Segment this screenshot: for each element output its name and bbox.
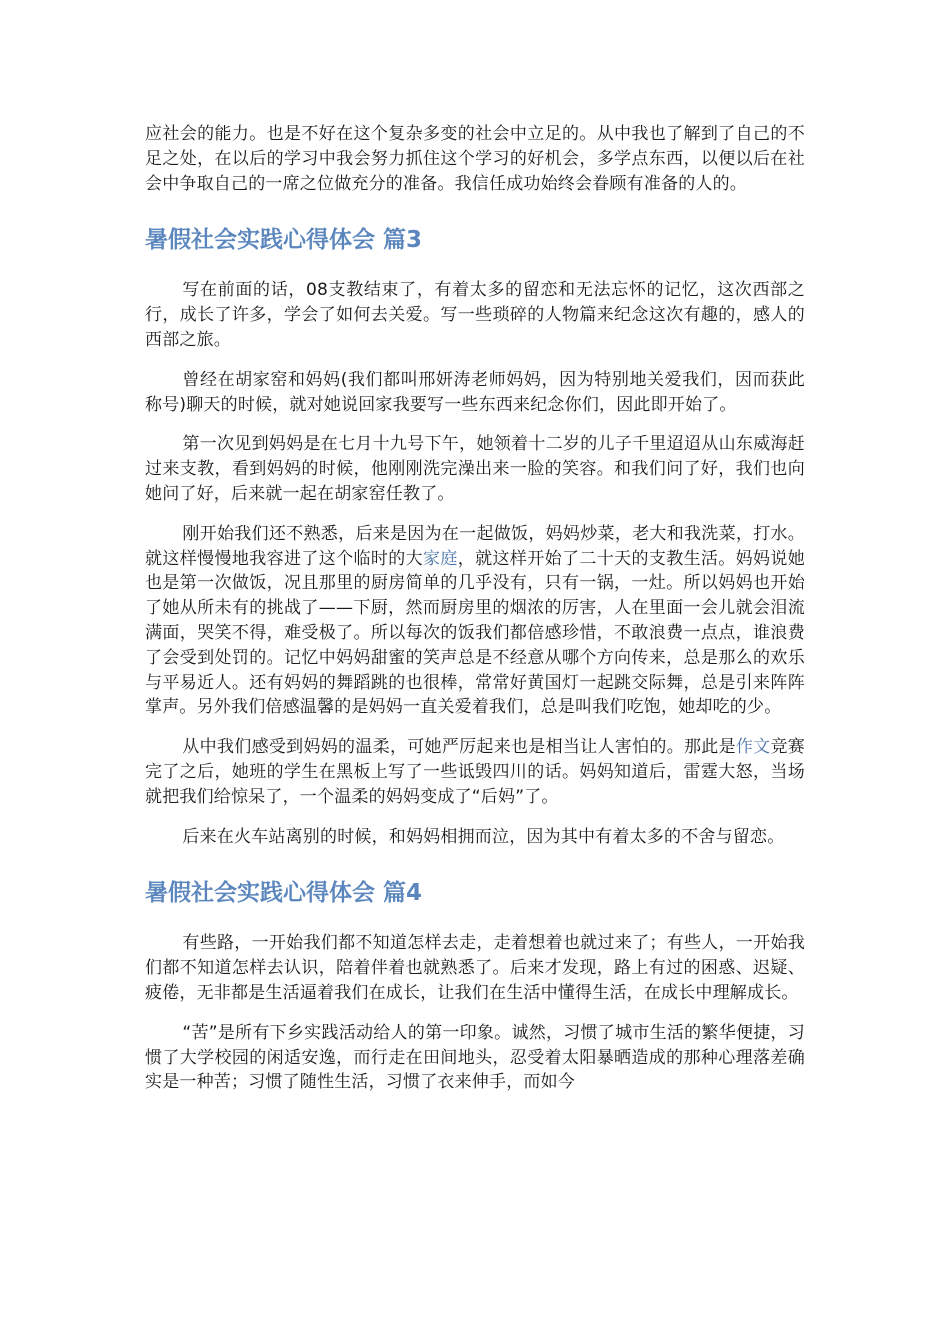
section-3-paragraph-5-text-b: 竞赛完了之后，她班的学生在黑板上写了一些诋毁四川的话。妈妈知道后，雷霆大怒，当场就把我们给惊呆了，一个温柔的妈妈变成了“后妈”了。 bbox=[145, 737, 805, 807]
section-4-paragraph-1: 有些路，一开始我们都不知道怎样去走，走着想着也就过来了；有些人，一开始我们都不知道怎样去认识，陪着伴着也就熟悉了。后来才发现，路上有过的困惑、迟疑、疲倦，无非都是生活逼着我们在成长，让我们在生活中懂得生活，在成长中理解成长。 bbox=[145, 933, 805, 1003]
section-3-paragraph-4-text-a: 刚开始我们还不熟悉，后来是因为在一起做饭，妈妈炒菜，老大和我洗菜，打水。就这样慢慢地我容进了这个临时的大 bbox=[145, 523, 805, 569]
composition-link[interactable]: 作文 bbox=[735, 737, 771, 758]
section-3-paragraph-4-text-b: ，就这样开始了二十天的支教生活。妈妈说她也是第一次做饭，况且那里的厨房简单的几乎没有，只有一锅，一灶。所以妈妈也开始了她从所未有的挑战了——下厨，然而厨房里的烟浓的厉害，人在里面一会儿就会泪流满面，哭笑不得，难受极了。所以每次的饭我们都倍感珍惜，不敢浪费一点点，谁浪费了会受到处罚的。记忆中妈妈甜蜜的笑声总是不经意从哪个方向传来，总是那么的欢乐与平易近人。还有妈妈的舞蹈跳的也很棒，常常好黄国灯一起跳交际舞，总是引来阵阵掌声。另外我们倍感温馨的是妈妈一直关爱着我们，总是叫我们吃饱，她却吃的少。 bbox=[145, 548, 805, 718]
section-3-paragraph-6: 后来在火车站离别的时候，和妈妈相拥而泣，因为其中有着太多的不舍与留恋。 bbox=[182, 826, 785, 847]
section-3-paragraph-3: 第一次见到妈妈是在七月十九号下午，她领着十二岁的儿子千里迢迢从山东威海赶过来支教，看到妈妈的时候，他刚刚洗完澡出来一脸的笑容。和我们问了好，我们也向她问了好，后来就一起在胡家窑任教了。 bbox=[145, 434, 805, 504]
family-link[interactable]: 家庭 bbox=[422, 548, 458, 569]
section-3-paragraph-2: 曾经在胡家窑和妈妈(我们都叫邢妍涛老师妈妈，因为特别地关爱我们，因而获此称号)聊天的时候，就对她说回家我要写一些东西来纪念你们，因此即开始了。 bbox=[145, 369, 805, 415]
document-page bbox=[145, 122, 805, 1110]
section-3-paragraph-5 bbox=[145, 735, 805, 809]
section-3-paragraph-5-text-a: 从中我们感受到妈妈的温柔，可她严厉起来也是相当让人害怕的。那此是 bbox=[182, 737, 736, 758]
section-3-heading: 暑假社会实践心得体会 篇3 bbox=[145, 227, 423, 254]
section-4-paragraph-2: “苦”是所有下乡实践活动给人的第一印象。诚然，习惯了城市生活的繁华便捷，习惯了大学校园的闲适安逸，而行走在田间地头，忍受着太阳暴晒造成的那种心理落差确实是一种苦；习惯了随性生活，习惯了衣来伸手，而如今 bbox=[145, 1022, 805, 1093]
section-4-heading: 暑假社会实践心得体会 篇4 bbox=[145, 880, 423, 907]
section-3-paragraph-1: 写在前面的话，08支教结束了，有着太多的留恋和无法忘怀的记忆，这次西部之行，成长了许多，学会了如何去关爱。写一些琐碎的人物篇来纪念这次有趣的，感人的西部之旅。 bbox=[145, 280, 805, 350]
section-3-paragraph-4 bbox=[145, 522, 805, 720]
intro-paragraph: 应社会的能力。也是不好在这个复杂多变的社会中立足的。从中我也了解到了自己的不足之处，在以后的学习中我会努力抓住这个学习的好机会，多学点东西，以便以后在社会中争取自己的一席之位做充分的准备。我信任成功始终会眷顾有准备的人的。 bbox=[145, 124, 805, 194]
